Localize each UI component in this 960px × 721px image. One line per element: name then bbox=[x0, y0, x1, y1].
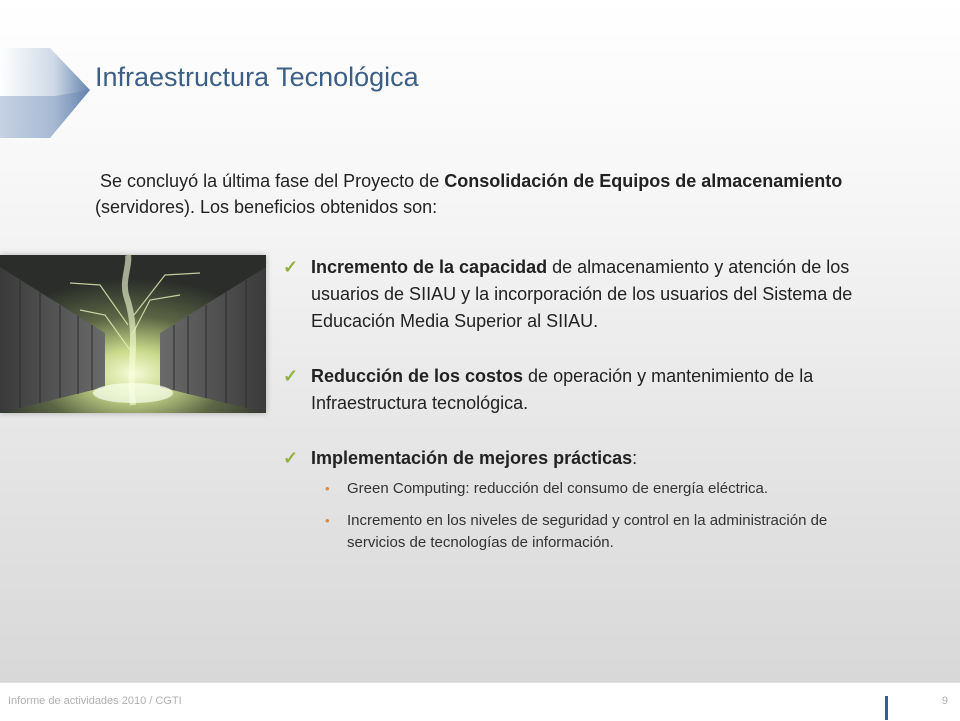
benefit-item bbox=[283, 445, 903, 472]
footer-caption: Informe de actividades 2010 / CGTI bbox=[8, 695, 182, 707]
benefit-bold: Implementación de mejores prácticas bbox=[311, 448, 633, 468]
checkmark-icon: ✓ bbox=[283, 366, 299, 386]
practice-text: Green Computing: reducción del consumo de energía eléctrica. bbox=[347, 480, 769, 497]
checkmark-icon: ✓ bbox=[283, 257, 299, 277]
intro-paragraph bbox=[95, 168, 855, 220]
benefit-text: : bbox=[632, 448, 638, 468]
page-number: 9 bbox=[941, 695, 948, 707]
benefit-bold: Reducción de los costos bbox=[311, 366, 524, 386]
benefit-text: de almacenamiento y atención de los usuarios de SIIAU y la incorporación de los usuarios del Sistema de Educación Media Superior al SIIAU. bbox=[311, 257, 853, 331]
benefit-item bbox=[283, 363, 871, 417]
intro-text-1: Se concluyó la última fase del Proyecto de bbox=[100, 171, 445, 191]
footer-accent-bar bbox=[885, 696, 888, 720]
benefit-item bbox=[283, 254, 896, 335]
title-chevron-decoration bbox=[0, 48, 92, 148]
benefit-bold: Incremento de la capacidad bbox=[311, 257, 548, 277]
bullet-icon: • bbox=[325, 513, 330, 528]
intro-bold: Consolidación de Equipos de almacenamiento bbox=[444, 171, 843, 191]
datacenter-photo bbox=[0, 255, 266, 413]
benefits-list bbox=[283, 254, 903, 564]
practice-text: Incremento en los niveles de seguridad y control en la administración de servicios de tecnologías de información. bbox=[347, 512, 828, 551]
bullet-icon: • bbox=[325, 481, 330, 496]
slide-footer bbox=[0, 682, 960, 721]
practice-item bbox=[325, 478, 867, 500]
intro-text-2: (servidores). Los beneficios obtenidos son: bbox=[95, 197, 438, 217]
practice-item bbox=[325, 510, 867, 554]
slide-title: Infraestructura Tecnológica bbox=[95, 62, 419, 92]
practices-list bbox=[325, 478, 867, 554]
checkmark-icon: ✓ bbox=[283, 448, 299, 468]
benefit-text: de operación y mantenimiento de la Infraestructura tecnológica. bbox=[311, 366, 814, 413]
